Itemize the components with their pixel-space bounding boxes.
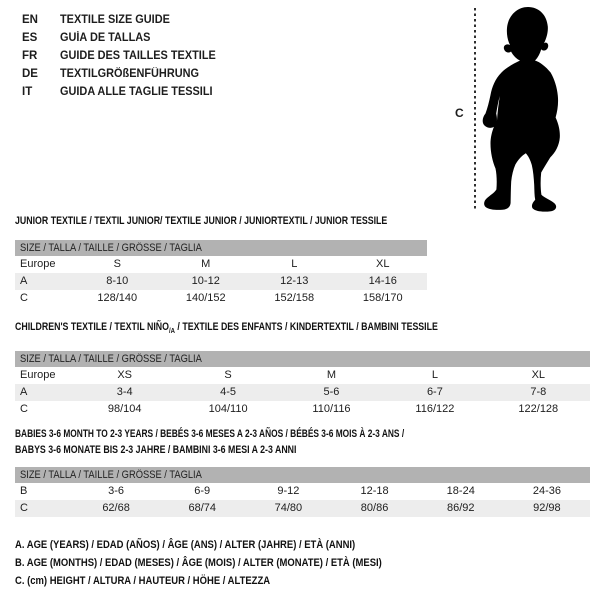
table-row-a: [15, 273, 427, 290]
table-cell: 4-5: [220, 386, 237, 399]
table-cell: 158/170: [362, 292, 403, 304]
table-cell: 14-16: [368, 275, 397, 287]
row-label: Europe: [20, 369, 56, 382]
table-cell: 86/92: [446, 502, 475, 514]
babies-section-title: BABIES 3-6 MONTH TO 2-3 YEARS / BEBÉS 3-6 MESES A 2-3 AÑOS / BÉBÉS 3-6 MOIS À 2-3 ANS / BABYS 3-6 MONATE BIS 2-3 JAHRE / BAMBINI 3-6 MESI A 2-3 ANNI: [15, 428, 405, 456]
table-cell: 18-24: [446, 485, 475, 497]
junior-table-header: SIZE / TALLA / TAILLE / GRÖSSE / TAGLIA: [15, 240, 427, 256]
table-cell: S: [224, 369, 232, 382]
table-cell: 9-12: [277, 485, 300, 497]
table-cell: 68/74: [188, 502, 216, 514]
table-cell: XL: [376, 258, 390, 270]
row-label: Europe: [20, 258, 56, 270]
row-label: C: [20, 292, 28, 304]
table-cell: 6-9: [194, 485, 211, 497]
table-cell: 8-10: [106, 275, 129, 287]
lang-title: GUÍA DE TALLAS: [60, 32, 151, 44]
table-cell: 140/152: [185, 292, 226, 304]
baby-silhouette-image: [481, 5, 573, 213]
language-header: [22, 11, 224, 101]
table-row-c: [15, 500, 590, 517]
row-label: A: [20, 386, 28, 399]
lang-row-it: [22, 83, 224, 101]
row-label: A: [20, 275, 28, 287]
junior-table: [15, 240, 427, 307]
table-cell: 24-36: [532, 485, 561, 497]
lang-code: EN: [22, 14, 38, 26]
lang-row-de: [22, 65, 224, 83]
height-measure-dashed-line: [474, 8, 476, 209]
table-cell: S: [113, 258, 121, 270]
row-label: C: [20, 403, 28, 416]
row-label: C: [20, 502, 28, 514]
table-cell: 122/128: [518, 403, 559, 416]
babies-section: [15, 426, 590, 517]
lang-title: GUIDE DES TAILLES TEXTILE: [60, 50, 216, 62]
table-cell: 7-8: [530, 386, 547, 399]
footnote-b: B. AGE (MONTHS) / EDAD (MESES) / ÂGE (MOIS) / ALTER (MONATE) / ETÀ (MESI): [15, 557, 382, 569]
table-cell: 128/140: [97, 292, 138, 304]
table-cell: XL: [531, 369, 546, 382]
babies-table: [15, 467, 590, 517]
junior-section: [15, 215, 427, 307]
height-measure-label: C: [455, 106, 464, 120]
junior-section-title: JUNIOR TEXTILE / TEXTIL JUNIOR/ TEXTILE JUNIOR / JUNIORTEXTIL / JUNIOR TESSILE: [15, 215, 388, 227]
children-table-header: SIZE / TALLA / TAILLE / GRÖSSE / TAGLIA: [15, 351, 590, 367]
table-cell: 110/116: [312, 403, 351, 416]
lang-code: DE: [22, 68, 38, 80]
table-cell: 80/86: [360, 502, 389, 514]
footnote-c: C. (cm) HEIGHT / ALTURA / HAUTEUR / HÖHE / ALTEZZA: [15, 575, 271, 587]
table-cell: 3-6: [108, 485, 125, 497]
table-row-c: [15, 401, 590, 418]
table-cell: 12-18: [360, 485, 389, 497]
lang-title: TEXTILE SIZE GUIDE: [60, 14, 170, 26]
table-row-a: [15, 384, 590, 401]
row-label: B: [20, 485, 28, 497]
table-cell: L: [291, 258, 298, 270]
table-cell: 12-13: [280, 275, 309, 287]
babies-table-header: SIZE / TALLA / TAILLE / GRÖSSE / TAGLIA: [15, 467, 590, 483]
table-cell: 3-4: [116, 386, 133, 399]
table-cell: 6-7: [426, 386, 443, 399]
lang-row-en: [22, 11, 224, 29]
lang-title: GUIDA ALLE TAGLIE TESSILI: [60, 86, 213, 98]
table-row-c: [15, 290, 427, 307]
table-row-europe: [15, 256, 427, 273]
table-cell: L: [431, 369, 438, 382]
lang-title: TEXTILGRÖßENFÜHRUNG: [60, 68, 199, 80]
table-cell: 104/110: [208, 403, 248, 416]
table-cell: 92/98: [533, 502, 561, 514]
table-cell: 116/122: [415, 403, 455, 416]
table-cell: 62/68: [102, 502, 130, 514]
lang-row-fr: [22, 47, 224, 65]
lang-code: IT: [22, 86, 33, 98]
table-cell: 74/80: [274, 502, 303, 514]
lang-row-es: [22, 29, 224, 47]
children-table: [15, 351, 590, 418]
table-row-b: [15, 483, 590, 500]
children-section-title: CHILDREN'S TEXTILE / TEXTIL $NIÑO_{/A}$ / TEXTILE DES ENFANTS / KINDERTEXTIL / BAMBINI TESSILE: [15, 321, 438, 336]
lang-code: ES: [22, 32, 38, 44]
footnote-a: A. AGE (YEARS) / EDAD (AÑOS) / ÂGE (ANS) / ALTER (JAHRE) / ETÀ (ANNI): [15, 539, 356, 551]
table-cell: 152/158: [274, 292, 315, 304]
table-row-europe: [15, 367, 590, 384]
table-cell: XS: [117, 369, 133, 382]
children-section: [15, 321, 590, 418]
table-cell: M: [326, 369, 337, 382]
lang-code: FR: [22, 50, 38, 62]
table-cell: M: [201, 258, 211, 270]
table-cell: 98/104: [107, 403, 142, 416]
table-cell: 10-12: [191, 275, 220, 287]
table-cell: 5-6: [323, 386, 340, 399]
legend-footnotes: [15, 536, 442, 590]
